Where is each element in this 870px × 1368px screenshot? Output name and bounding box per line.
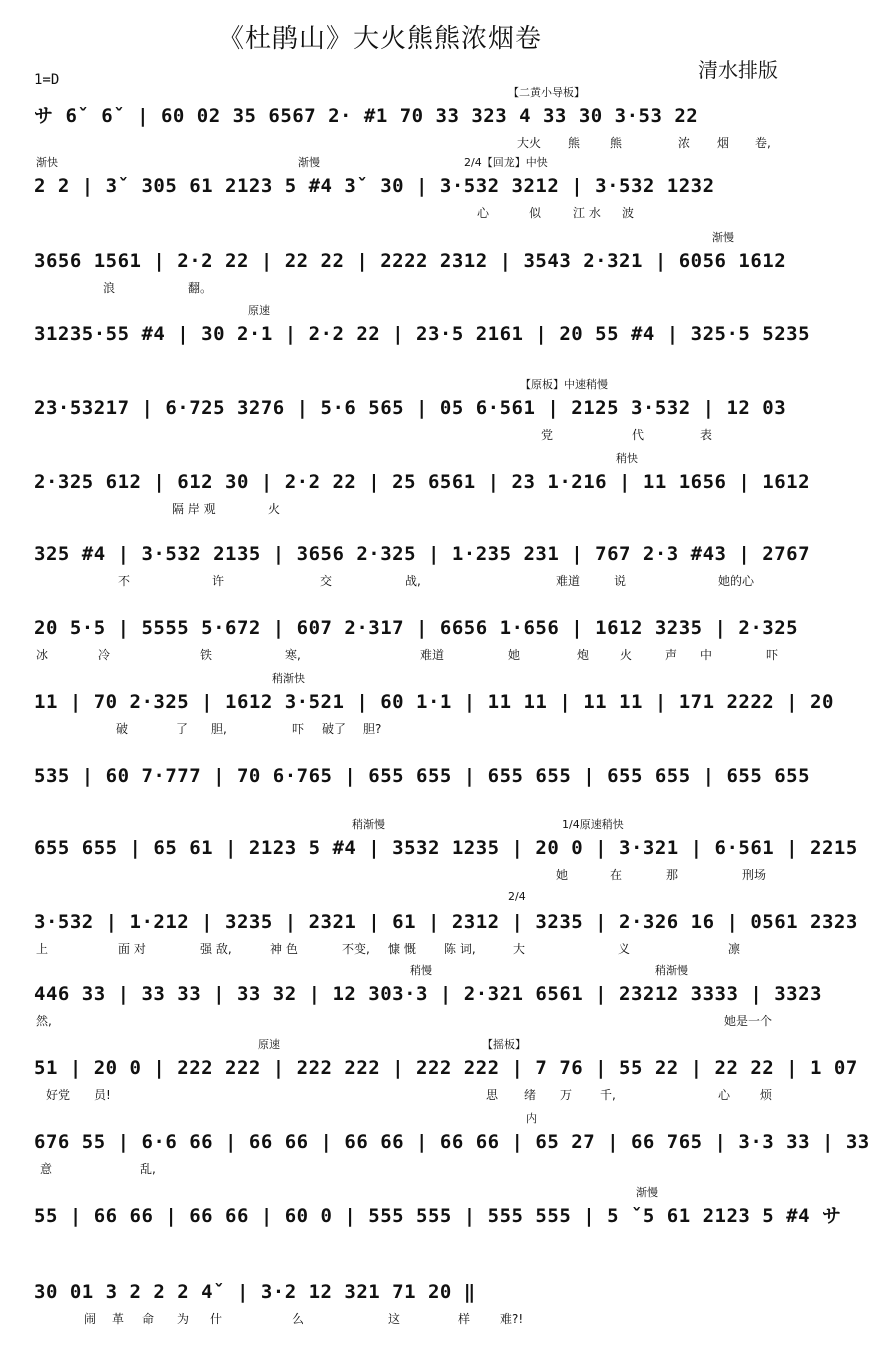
lyric-syllable: 交 [320, 574, 333, 588]
lyric-syllable: 不变, [342, 942, 370, 956]
lyric-syllable: 万 [560, 1088, 573, 1102]
lyric-syllable: 翻。 [188, 281, 213, 295]
lyric-syllable: 思 [486, 1088, 499, 1102]
lyric-syllable: 波 [622, 206, 635, 220]
lyric-syllable: 熊 [610, 136, 623, 150]
score-line [0, 298, 812, 372]
lyric-syllable: 心 [477, 206, 490, 220]
arranger-credit: 清水排版 [698, 58, 778, 82]
lyric-syllable: 炮 [577, 648, 590, 662]
lyric-syllable: 然, [36, 1014, 52, 1028]
notation-line: サ 6ˇ 6ˇ | 60 02 35 6567 2· #1 70 33 323 4 33 30 3·53 22 [34, 105, 699, 127]
tempo-marks [0, 592, 812, 612]
notation-line: 676 55 | 6·6 66 | 66 66 | 66 66 | 66 66 | 65 27 | 66 765 | 3·3 33 | 33 [34, 1131, 870, 1153]
score-line [0, 1106, 870, 1180]
lyric-syllable: 大 [513, 942, 526, 956]
lyric-syllable: 上 [36, 942, 49, 956]
lyric-syllable: 战, [405, 574, 421, 588]
tempo-mark: 原速 [258, 1038, 280, 1051]
score-line [0, 372, 812, 446]
lyric-syllable: 吓 [766, 648, 779, 662]
lyric-syllable: 熊 [568, 136, 581, 150]
lyrics-line [0, 279, 812, 297]
lyric-syllable: 吓 [292, 722, 305, 736]
tempo-marks [0, 1256, 812, 1276]
lyric-syllable: 中 [700, 648, 713, 662]
tempo-mark: 【原板】中速稍慢 [520, 378, 608, 391]
lyrics-line [0, 572, 812, 590]
tempo-mark: 稍快 [616, 452, 638, 465]
lyric-syllable: 神 色 [270, 942, 298, 956]
lyrics-line [0, 794, 812, 812]
notation-line: 3·532 | 1·212 | 3235 | 2321 | 61 | 2312 | 3235 | 2·326 16 | 0561 2323 [34, 911, 858, 933]
notation-line: 3656 1561 | 2·2 22 | 22 22 | 2222 2312 | 3543 2·321 | 6056 1612 [34, 250, 787, 272]
lyric-syllable: 好党 [46, 1088, 71, 1102]
tempo-mark: 内 [526, 1112, 537, 1125]
lyric-syllable: 破了 [322, 722, 347, 736]
notation-line: 31235·55 #4 | 30 2·1 | 2·2 22 | 23·5 2161 | 20 55 #4 | 325·5 5235 [34, 323, 811, 345]
lyric-syllable: 闹 [84, 1312, 97, 1326]
tempo-mark: 【二黄小导板】 [508, 86, 585, 99]
lyric-syllable: 革 [112, 1312, 125, 1326]
score-line [0, 740, 812, 814]
tempo-marks [0, 372, 812, 392]
tempo-mark: 渐慢 [712, 231, 734, 244]
lyric-syllable: 意 [40, 1162, 53, 1176]
lyric-syllable: 江 水 [573, 206, 601, 220]
lyrics-line [0, 646, 812, 664]
tempo-marks [0, 958, 812, 978]
lyric-syllable: 她的心 [718, 574, 755, 588]
lyric-syllable: 胆, [211, 722, 227, 736]
notation-line: 446 33 | 33 33 | 33 32 | 12 303·3 | 2·321 6561 | 23212 3333 | 3323 [34, 983, 822, 1005]
tempo-marks [0, 298, 812, 318]
tempo-marks [0, 80, 812, 100]
lyric-syllable: 许 [212, 574, 225, 588]
tempo-marks [0, 1180, 812, 1200]
lyric-syllable: 慷 慨 [388, 942, 416, 956]
tempo-mark: 稍渐慢 [352, 818, 385, 831]
notation-line: 51 | 20 0 | 222 222 | 222 222 | 222 222 | 7 76 | 55 22 | 22 22 | 1 07 [34, 1057, 858, 1079]
tempo-mark: 2/4【回龙】中快 [464, 156, 548, 169]
lyric-syllable: 浪 [103, 281, 116, 295]
tempo-marks [0, 666, 812, 686]
tempo-marks [0, 740, 812, 760]
lyric-syllable: 难?! [500, 1312, 524, 1326]
lyric-syllable: 千, [600, 1088, 616, 1102]
lyrics-line [0, 204, 812, 222]
lyrics-line [0, 720, 812, 738]
score-line [0, 666, 834, 740]
key-signature: 1=D [34, 72, 60, 88]
notation-line: 2 2 | 3ˇ 305 61 2123 5 #4 3ˇ 30 | 3·532 3212 | 3·532 1232 [34, 175, 715, 197]
lyric-syllable: 了 [176, 722, 189, 736]
lyric-syllable: 强 敌, [200, 942, 232, 956]
lyric-syllable: 大火 [517, 136, 542, 150]
lyric-syllable: 么 [292, 1312, 305, 1326]
tempo-mark: 原速 [248, 304, 270, 317]
tempo-mark: 稍渐快 [272, 672, 305, 685]
tempo-marks [0, 812, 812, 832]
lyric-syllable: 她 [556, 868, 569, 882]
lyric-syllable: 说 [614, 574, 627, 588]
lyric-syllable: 刑场 [742, 868, 767, 882]
lyric-syllable: 冷 [98, 648, 111, 662]
lyrics-line [0, 1310, 812, 1328]
lyric-syllable: 冰 [36, 648, 49, 662]
tempo-marks [0, 1032, 812, 1052]
lyric-syllable: 她是一个 [724, 1014, 773, 1028]
score-line [0, 1180, 842, 1254]
notation-line: 11 | 70 2·325 | 1612 3·521 | 60 1·1 | 11 11 | 11 11 | 171 2222 | 20 [34, 691, 834, 713]
lyrics-line [0, 426, 812, 444]
notation-line: 30 01 3 2 2 2 4ˇ | 3·2 12 321 71 20 ‖ [34, 1281, 476, 1303]
lyric-syllable: 代 [632, 428, 645, 442]
notation-line: 655 655 | 65 61 | 2123 5 #4 | 3532 1235 | 20 0 | 3·321 | 6·561 | 2215 [34, 837, 858, 859]
tempo-mark: 1/4原速稍快 [562, 818, 624, 831]
lyrics-line [0, 1160, 812, 1178]
lyrics-line [0, 352, 812, 370]
lyrics-line [0, 940, 812, 958]
lyrics-line [0, 1234, 812, 1252]
tempo-mark: 【摇板】 [482, 1038, 526, 1051]
lyric-syllable: 烦 [760, 1088, 773, 1102]
notation-line: 23·53217 | 6·725 3276 | 5·6 565 | 05 6·561 | 2125 3·532 | 12 03 [34, 397, 787, 419]
lyric-syllable: 隔 岸 观 [172, 502, 216, 516]
score-line [0, 150, 812, 224]
tempo-mark: 2/4 [508, 890, 526, 903]
lyric-syllable: 浓 [678, 136, 691, 150]
score-line [0, 80, 812, 154]
tempo-marks [0, 150, 812, 170]
tempo-mark: 渐慢 [636, 1186, 658, 1199]
lyric-syllable: 党 [541, 428, 554, 442]
notation-line: 535 | 60 7·777 | 70 6·765 | 655 655 | 655 655 | 655 655 | 655 655 [34, 765, 811, 787]
lyric-syllable: 这 [388, 1312, 401, 1326]
lyric-syllable: 员! [94, 1088, 111, 1102]
notation-line: 325 #4 | 3·532 2135 | 3656 2·325 | 1·235 231 | 767 2·3 #43 | 2767 [34, 543, 811, 565]
lyric-syllable: 陈 词, [444, 942, 476, 956]
tempo-marks [0, 446, 812, 466]
lyric-syllable: 为 [177, 1312, 190, 1326]
tempo-mark: 渐慢 [298, 156, 320, 169]
lyric-syllable: 似 [529, 206, 542, 220]
score-line [0, 886, 858, 960]
lyric-syllable: 表 [700, 428, 713, 442]
lyric-syllable: 面 对 [118, 942, 146, 956]
score-line [0, 225, 812, 299]
lyric-syllable: 凛 [728, 942, 741, 956]
tempo-marks [0, 225, 812, 245]
lyric-syllable: 心 [718, 1088, 731, 1102]
score-line [0, 518, 812, 592]
lyric-syllable: 胆? [363, 722, 382, 736]
tempo-mark: 渐快 [36, 156, 58, 169]
lyrics-line [0, 500, 812, 518]
lyric-syllable: 命 [142, 1312, 155, 1326]
lyric-syllable: 难道 [420, 648, 445, 662]
lyric-syllable: 乱, [140, 1162, 156, 1176]
page-title: 《杜鹃山》大火熊熊浓烟卷 [218, 24, 543, 54]
score-line [0, 446, 812, 520]
tempo-marks [0, 886, 812, 906]
score-line [0, 812, 858, 886]
lyric-syllable: 义 [618, 942, 631, 956]
lyric-syllable: 卷, [755, 136, 771, 150]
score-line [0, 1032, 858, 1106]
lyric-syllable: 破 [116, 722, 129, 736]
lyric-syllable: 寒, [285, 648, 301, 662]
lyric-syllable: 难道 [556, 574, 581, 588]
notation-line: 55 | 66 66 | 66 66 | 60 0 | 555 555 | 555 555 | 5 ˇ5 61 2123 5 #4 サ [34, 1205, 842, 1227]
lyric-syllable: 那 [666, 868, 679, 882]
lyrics-line [0, 866, 812, 884]
tempo-marks [0, 1106, 812, 1126]
lyric-syllable: 在 [610, 868, 623, 882]
lyric-syllable: 烟 [717, 136, 730, 150]
notation-line: 20 5·5 | 5555 5·672 | 607 2·317 | 6656 1·656 | 1612 3235 | 2·325 [34, 617, 799, 639]
lyrics-line [0, 1012, 812, 1030]
notation-line: 2·325 612 | 612 30 | 2·2 22 | 25 6561 | 23 1·216 | 11 1656 | 1612 [34, 471, 811, 493]
score-line [0, 1256, 812, 1330]
lyric-syllable: 火 [268, 502, 281, 516]
lyric-syllable: 什 [210, 1312, 223, 1326]
lyric-syllable: 不 [118, 574, 131, 588]
lyric-syllable: 声 [665, 648, 678, 662]
lyric-syllable: 铁 [200, 648, 213, 662]
lyrics-line [0, 1086, 812, 1104]
lyric-syllable: 火 [620, 648, 633, 662]
score-line [0, 592, 812, 666]
tempo-marks [0, 518, 812, 538]
lyric-syllable: 绪 [524, 1088, 537, 1102]
tempo-mark: 稍渐慢 [655, 964, 688, 977]
lyric-syllable: 她 [508, 648, 521, 662]
tempo-mark: 稍慢 [410, 964, 432, 977]
lyric-syllable: 样 [458, 1312, 471, 1326]
score-line [0, 958, 822, 1032]
